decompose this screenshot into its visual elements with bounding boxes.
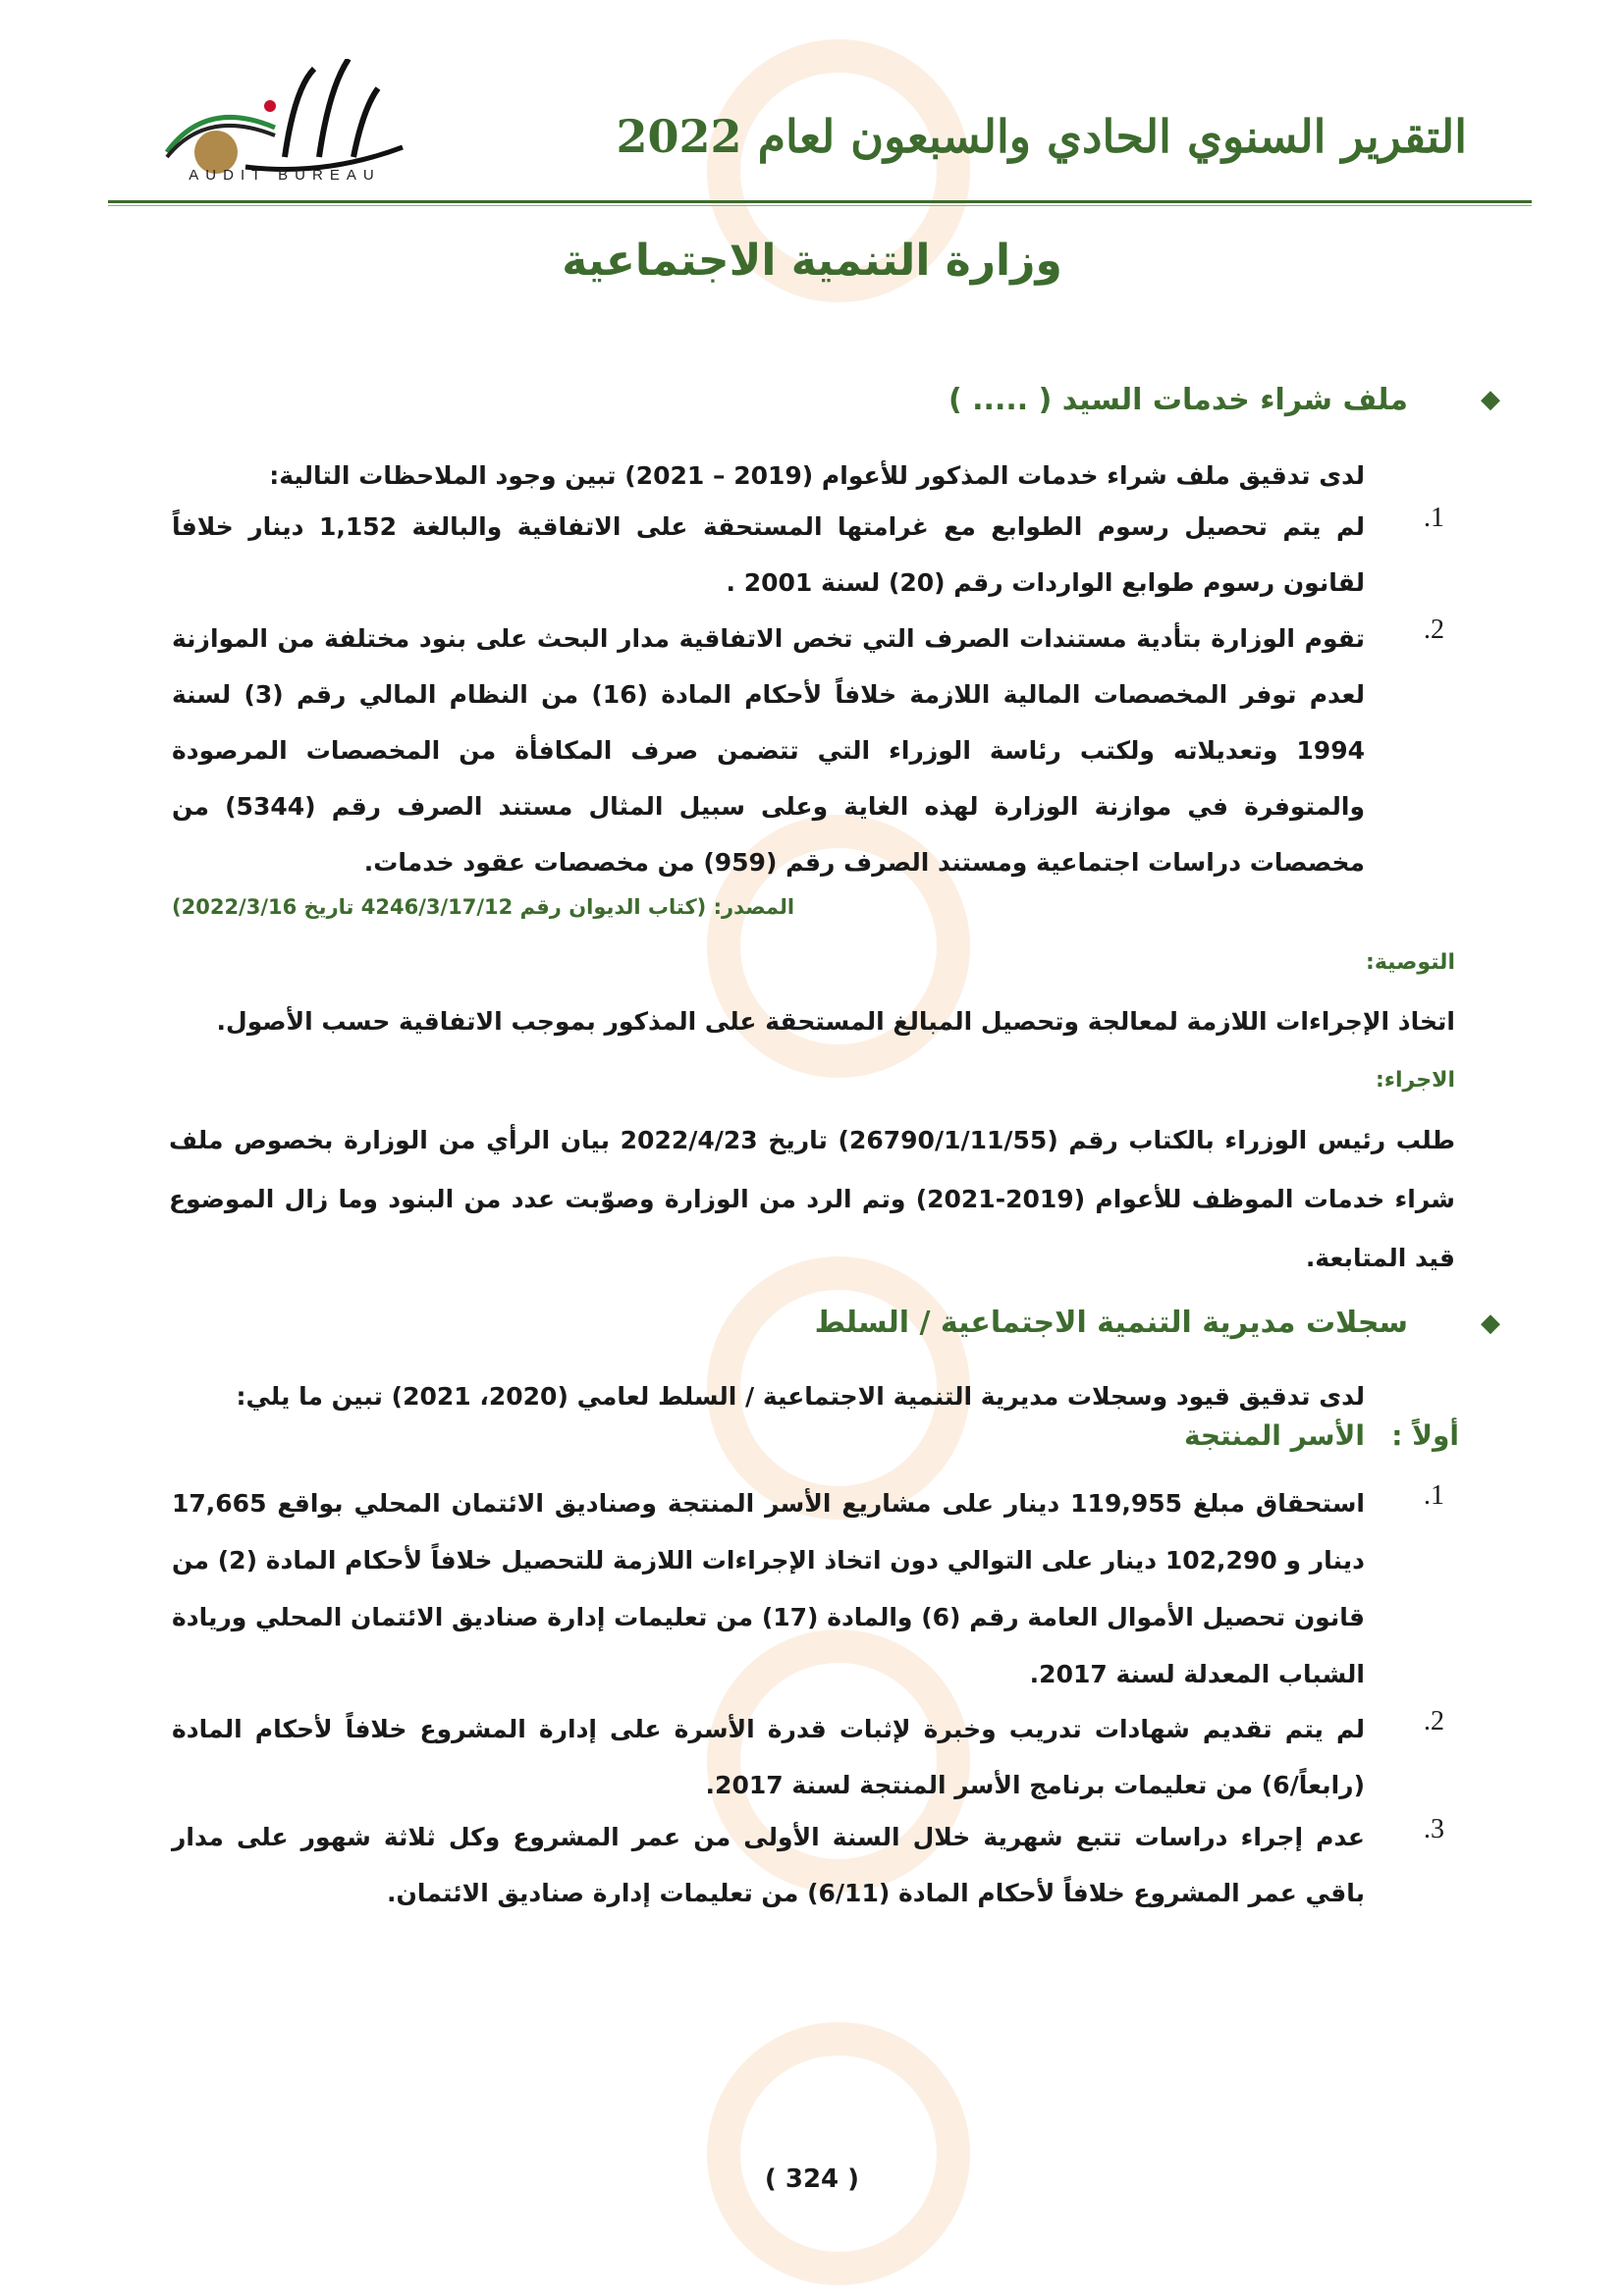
section1-intro: لدى تدقيق ملف شراء خدمات المذكور للأعوام (2019 – 2021) تبين وجود الملاحظات التالية: — [269, 461, 1365, 490]
section1-heading: ملف شراء خدمات السيد ( ..... ) — [948, 383, 1408, 417]
item-number: .1 — [1424, 1480, 1444, 1511]
section1-item-2: تقوم الوزارة بتأدية مستندات الصرف التي تخص الاتفاقية مدار البحث على بنود مختلفة من الموازنة لعدم توفر المخصصات المالية اللازمة خلافاً لأحكام المادة (16) من النظام المالي رقم (3) لسنة 1994 وتعديلاته ولكتب رئاسة الوزراء التي تتضمن صرف المكافأة من المخصصات المرصودة والمتوفرة في موازنة الوزارة لهذه الغاية وعلى سبيل المثال مستند الصرف رقم (5344) من مخصصات دراسات اجتماعية ومستند الصرف رقم (959) من مخصصات عقود خدمات. — [172, 624, 1365, 877]
subsection-heading: الأسر المنتجة — [1183, 1419, 1365, 1452]
item-number: .2 — [1424, 614, 1444, 645]
section2-intro: لدى تدقيق قيود وسجلات مديرية التنمية الاجتماعية / السلط لعامي (2020، 2021) تبين ما يلي: — [236, 1382, 1365, 1411]
recommendation-label: التوصية: — [1366, 950, 1455, 975]
logo-caption: AUDIT BUREAU — [189, 167, 381, 184]
section2-item-1: استحقاق مبلغ 119,955 دينار على مشاريع الأسر المنتجة وصناديق الائتمان المحلي بواقع 17,665 دينار و 102,290 دينار على التوالي دون اتخاذ الإجراءات اللازمة للتحصيل خلافاً لأحكام المادة (2) من قانون تحصيل الأموال العامة رقم (6) والمادة (17) من تعليمات إدارة صناديق الائتمان المحلي وريادة الشباب المعدلة لسنة 2017. — [172, 1489, 1366, 1688]
report-title: التقرير السنوي الحادي والسبعون لعام 2022 — [616, 110, 1467, 163]
source-citation: المصدر: (كتاب الديوان رقم 4246/3/17/12 تاريخ 2022/3/16) — [172, 895, 795, 919]
recommendation-text: اتخاذ الإجراءات اللازمة لمعالجة وتحصيل المبالغ المستحقة على المذكور بموجب الاتفاقية حسب الأصول. — [216, 1007, 1455, 1036]
action-text: طلب رئيس الوزراء بالكتاب رقم (26790/1/11/55) تاريخ 2022/4/23 بيان الرأي من الوزارة بخصوص ملف شراء خدمات الموظف للأعوام (2019-2021) وتم الرد من الوزارة وصوّبت عدد من البنود وما زال الموضوع قيد المتابعة. — [169, 1126, 1456, 1272]
action-label: الاجراء: — [1375, 1068, 1455, 1093]
section1-item-1: لم يتم تحصيل رسوم الطوابع مع غرامتها المستحقة على الاتفاقية والبالغة 1,152 دينار خلافاً لقانون رسوم طوابع الواردات رقم (20) لسنة 2001 . — [172, 512, 1365, 597]
watermark-clock — [707, 2022, 970, 2285]
subsection-label: أولاً : — [1391, 1419, 1459, 1452]
bullet-diamond-icon: ◆ — [1481, 1308, 1500, 1338]
item-number: .2 — [1424, 1706, 1444, 1736]
header-divider-thin — [108, 205, 1532, 206]
section2-item-3: عدم إجراء دراسات تتبع شهرية خلال السنة الأولى من عمر المشروع وكل ثلاثة شهور على مدار باقي عمر المشروع خلافاً لأحكام المادة (6/11) من تعليمات إدارة صناديق الائتمان. — [172, 1823, 1365, 1907]
bullet-diamond-icon: ◆ — [1481, 385, 1500, 414]
item-number: .1 — [1424, 503, 1444, 533]
section2-item-2: لم يتم تقديم شهادات تدريب وخبرة لإثبات قدرة الأسرة على إدارة المشروع خلافاً لأحكام المادة (رابعاً/6) من تعليمات برنامج الأسر المنتجة لسنة 2017. — [172, 1715, 1365, 1799]
item-number: .3 — [1424, 1814, 1444, 1844]
section2-heading: سجلات مديرية التنمية الاجتماعية / السلط — [814, 1306, 1408, 1340]
ministry-title: وزارة التنمية الاجتماعية — [562, 236, 1062, 286]
page-number: ( 324 ) — [764, 2164, 860, 2194]
header-divider — [108, 200, 1532, 203]
